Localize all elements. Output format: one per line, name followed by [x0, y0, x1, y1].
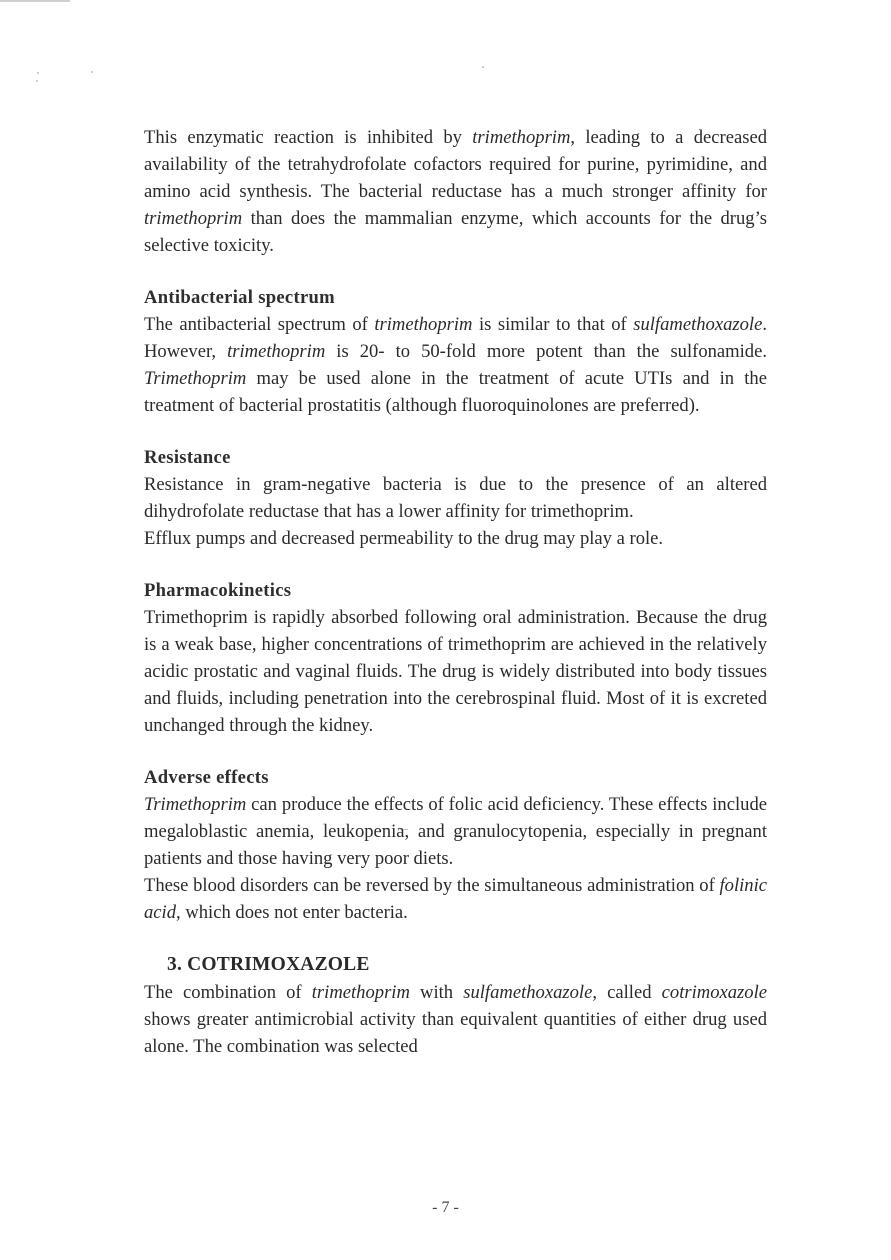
resistance-heading: Resistance: [144, 447, 231, 468]
text-run: with: [409, 982, 464, 1003]
page-number: - 7 -: [432, 1199, 459, 1216]
drug-name: cotrimoxazole: [661, 982, 767, 1003]
drug-name: trimethoprim: [311, 982, 410, 1003]
drug-name: sulfamethoxazole: [633, 314, 763, 335]
intro-paragraph: [144, 124, 767, 259]
text-run: . However,: [144, 314, 767, 362]
text-run: shows greater antimicrobial activity than equivalent quantities of either drug used alone. The combination was selected: [144, 1009, 767, 1057]
document-body: [144, 124, 767, 1060]
scan-speck: [36, 80, 38, 82]
drug-name: folinic acid: [144, 875, 767, 923]
text-run: may be used alone in the treatment of acute UTIs and in the treatment of bacterial prostatitis (although fluoroquinolones are preferred).: [144, 368, 767, 416]
text-run: The combination of: [144, 982, 312, 1003]
drug-name: trimethoprim: [374, 314, 473, 335]
drug-name: trimethoprim: [472, 127, 571, 148]
scan-speck: [91, 71, 93, 73]
text-run: is similar to that of: [472, 314, 634, 335]
adverse-effects-heading: Adverse effects: [144, 767, 269, 788]
cotrimoxazole-paragraph: [144, 979, 767, 1060]
adverse-effects-paragraph-2: [144, 872, 767, 926]
text-run: These blood disorders can be reversed by the simultaneous administration of: [144, 875, 720, 896]
pharmacokinetics-paragraph: Trimethoprim is rapidly absorbed following oral administration. Because the drug is a weak base, higher concentrations of trimethoprim are achieved in the relatively acidic prostatic and vaginal fluids. The drug is widely distributed into body tissues and fluids, including penetration into the cerebrospinal fluid. Most of it is excreted unchanged through the kidney.: [144, 607, 767, 736]
cotrimoxazole-heading: 3. COTRIMOXAZOLE: [167, 954, 370, 975]
scan-speck: [37, 72, 39, 74]
resistance-paragraph-2: Efflux pumps and decreased permeability to the drug may play a role.: [144, 528, 664, 549]
resistance-paragraph: Resistance in gram-negative bacteria is due to the presence of an altered dihydrofolate reductase that has a lower affinity for trimethoprim.: [144, 474, 767, 522]
drug-name: Trimethoprim: [144, 368, 247, 389]
text-run: , which does not enter bacteria.: [176, 902, 408, 923]
text-run: , called: [592, 982, 662, 1003]
pharmacokinetics-heading: Pharmacokinetics: [144, 580, 292, 601]
text-run: can produce the effects of folic acid deficiency. These effects include megaloblastic anemia, leukopenia, and granulocytopenia, especially in pregnant patients and those having very poor diets.: [144, 794, 767, 869]
text-run: The antibacterial spectrum of: [144, 314, 375, 335]
antibacterial-heading: Antibacterial spectrum: [144, 287, 335, 308]
text-run: , leading to a decreased availability of the tetrahydrofolate cofactors required for purine, pyrimidine, and amino acid synthesis. The bacterial reductase has a much stronger affinity for: [144, 127, 767, 202]
text-run: is 20- to 50-fold more potent than the sulfonamide.: [325, 341, 768, 362]
drug-name: sulfamethoxazole: [463, 982, 593, 1003]
drug-name: Trimethoprim: [144, 794, 247, 815]
drug-name: trimethoprim: [227, 341, 326, 362]
scan-edge-line: [0, 0, 70, 2]
antibacterial-paragraph: [144, 311, 767, 419]
scan-speck: [482, 66, 484, 68]
drug-name: trimethoprim: [144, 208, 243, 229]
text-run: This enzymatic reaction is inhibited by: [144, 127, 473, 148]
text-run: than does the mammalian enzyme, which accounts for the drug’s selective toxicity.: [144, 208, 767, 256]
adverse-effects-paragraph: [144, 791, 767, 872]
